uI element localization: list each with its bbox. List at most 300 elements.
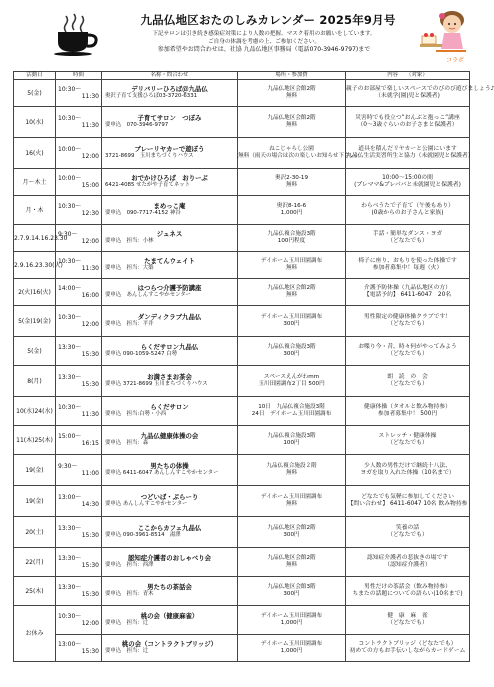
- place-text: 10日 九品仏複合施設3階: [258, 404, 325, 410]
- cell-place: [238, 635, 346, 662]
- cell-place: [238, 337, 346, 366]
- header: [0, 0, 482, 70]
- fee-text: 300円: [283, 351, 300, 357]
- cell-time: [56, 306, 102, 337]
- table-row: [14, 279, 470, 306]
- start-time: 13:30～: [58, 584, 82, 591]
- cell-day: [14, 486, 56, 517]
- event-contact: 要申込 担当：大築: [105, 265, 154, 271]
- end-time: 12:00: [81, 153, 99, 160]
- event-name: らくだサロン: [150, 403, 189, 411]
- cell-name: [102, 196, 238, 225]
- start-time: 13:00～: [58, 641, 82, 648]
- audience-text: （どなたでも）: [387, 440, 428, 446]
- header-name: 名称・問合わせ: [102, 72, 238, 80]
- place-text: デイホーム玉川田園調布: [260, 258, 323, 264]
- place-text: 九品仏地区会館2階: [267, 555, 316, 561]
- end-time: 15:30: [81, 648, 99, 655]
- end-time: 12:00: [81, 238, 99, 245]
- start-time: 10:00～: [58, 146, 82, 153]
- content-text: 笑養の話: [395, 525, 420, 531]
- header-target: 内容 （対象）: [346, 72, 470, 80]
- event-name: お満さまお茶会: [147, 373, 192, 381]
- event-name: ダンディクラブ九品仏: [137, 313, 202, 321]
- cell-time: [56, 80, 102, 107]
- audience-text: （認知症介護者）: [384, 562, 431, 568]
- content-text: 男性限定の健康体操クラブです！: [363, 314, 452, 320]
- cell-day: [14, 606, 56, 662]
- event-name: はつらつ介護予防講座: [137, 284, 202, 292]
- start-time: 9:30～: [58, 463, 78, 470]
- end-time: 16:00: [81, 292, 99, 299]
- table-row: [14, 80, 470, 107]
- day-text: 16(火): [25, 149, 44, 157]
- cell-name: [102, 366, 238, 397]
- end-time: 11:30: [81, 93, 99, 100]
- event-contact: 要申込 担当：小林: [105, 238, 154, 244]
- audience-text: (プレママ&プレパパと未就園児と保護者): [354, 182, 461, 188]
- content-text: 椅子に座り、おもりを使った体操です: [358, 258, 457, 264]
- audience-text: ヨガを取り入れた体操（10名まで）: [360, 470, 455, 476]
- event-contact: 要申込 担当：辻: [105, 620, 149, 626]
- fee-text: 24日 デイホーム玉川田園調布: [251, 411, 332, 417]
- audience-text: （どなたでも）: [387, 381, 428, 387]
- table-row: [14, 252, 470, 279]
- cell-name: [102, 107, 238, 138]
- cell-time: [56, 517, 102, 548]
- end-time: 11:30: [81, 265, 99, 272]
- event-name: まめっこ庵: [153, 202, 186, 210]
- day-text: 22(月): [25, 558, 44, 566]
- cell-name: [102, 548, 238, 577]
- header-place: 場所・参加費: [238, 72, 346, 80]
- place-text: 九品仏複合施設3階: [267, 433, 316, 439]
- table-row: [14, 635, 470, 662]
- start-time: 9:30～: [58, 231, 78, 238]
- fee-text: 無料: [285, 122, 298, 128]
- event-name: 桃の会（コントラクトブリッジ）: [121, 640, 218, 648]
- cell-time: [56, 635, 102, 662]
- content-text: 介護予防体操（九品仏地区の方）: [364, 285, 451, 291]
- cell-day: [14, 426, 56, 455]
- end-time: 15:30: [81, 532, 99, 539]
- audience-text: （どなたでも）: [387, 620, 428, 626]
- table-row: [14, 426, 470, 455]
- cell-target: [346, 169, 470, 196]
- cell-name: [102, 138, 238, 169]
- table-row: [14, 455, 470, 486]
- place-text: 奥沢2-30-19: [274, 175, 309, 181]
- cell-time: [56, 606, 102, 635]
- event-name: デリバリーひろば＠九品仏: [131, 85, 208, 93]
- page-title: 九品仏地区おたのしみカレンダー 2025年9月号: [140, 13, 396, 27]
- cell-target: [346, 366, 470, 397]
- fee-text: 無料: [285, 562, 298, 568]
- cell-day: [14, 517, 56, 548]
- table-row: [14, 169, 470, 196]
- table-row: [14, 366, 470, 397]
- cell-name: [102, 169, 238, 196]
- cell-place: [238, 225, 346, 252]
- cell-place: [238, 517, 346, 548]
- event-name: らくだサロン九品仏: [140, 343, 199, 351]
- day-text: 10(水): [25, 118, 44, 126]
- day-text: 19(金): [25, 466, 44, 474]
- event-contact: 要申込 3721-8699 玉川まちづくりハウス: [105, 381, 208, 387]
- audience-text: （どなたでも）: [387, 351, 428, 357]
- event-name: ブレーリヤカーで遊ぼう: [134, 145, 205, 153]
- cell-place: [238, 107, 346, 138]
- audience-text: 初めての方もお手伝いしながらカードゲーム: [349, 648, 466, 654]
- start-time: 10:30～: [58, 613, 82, 620]
- event-calendar-table: [13, 71, 494, 662]
- end-time: 11:30: [81, 122, 99, 129]
- start-time: 10:00～: [58, 175, 82, 182]
- cell-target: [346, 577, 470, 606]
- end-time: 14:30: [81, 501, 99, 508]
- cell-target: [346, 252, 470, 279]
- header-day: 活動日: [14, 72, 56, 80]
- fee-text: 300円: [283, 321, 300, 327]
- cell-day: [14, 455, 56, 486]
- cell-name: [102, 337, 238, 366]
- cell-time: [56, 252, 102, 279]
- audience-text: 【電話予約】 6411-6047 20名: [363, 292, 452, 298]
- cell-time: [56, 577, 102, 606]
- start-time: 10:30～: [58, 115, 82, 122]
- event-contact: 要申込 担当：青木: [105, 591, 154, 597]
- cell-target: [346, 548, 470, 577]
- start-time: 10:30～: [58, 203, 82, 210]
- cell-day: [14, 366, 56, 397]
- event-contact: 要申込 あんしんすこやかセンター: [105, 292, 192, 298]
- fee-text: 1,000円: [280, 210, 303, 216]
- end-time: 12:00: [81, 620, 99, 627]
- place-text: デイホーム玉川田園調布: [260, 613, 323, 619]
- coffee-cup-icon: [52, 12, 98, 56]
- day-text: 月・木: [25, 206, 44, 214]
- start-time: 10:30～: [58, 314, 82, 321]
- cell-place: [238, 606, 346, 635]
- place-text: 九品仏地区会館2階: [267, 86, 316, 92]
- content-text: 朗 読 の 会: [387, 374, 428, 380]
- cell-day: [14, 548, 56, 577]
- cell-time: [56, 455, 102, 486]
- start-time: 13:30～: [58, 344, 82, 351]
- cell-name: [102, 455, 238, 486]
- end-time: 15:30: [81, 562, 99, 569]
- notice-line-1: 下記サロンは引き続き感染症対策により人数の把握、マスク着用のお願いをしています。: [152, 31, 376, 37]
- cell-place: [238, 169, 346, 196]
- cell-name: [102, 225, 238, 252]
- start-time: 14:00～: [58, 285, 82, 292]
- cell-day: [14, 107, 56, 138]
- cell-target: [346, 635, 470, 662]
- end-time: 11:00: [81, 470, 99, 477]
- cell-target: [346, 606, 470, 635]
- day-text: 5(金)19(金): [18, 317, 51, 325]
- cell-day: [14, 279, 56, 306]
- cell-time: [56, 279, 102, 306]
- event-contact: 要申込 担当：辻: [105, 648, 149, 654]
- cell-time: [56, 196, 102, 225]
- notice: [106, 30, 422, 55]
- day-text: 20(土): [25, 528, 44, 536]
- place-text: 九品仏複合施設２階: [266, 463, 317, 469]
- cell-target: [346, 196, 470, 225]
- event-contact: 6421-4085 せたがや子育てネット: [105, 182, 191, 188]
- audience-text: （0～3歳ぐらいのお子さまと保護者）: [357, 122, 458, 128]
- event-contact: 要申込 担当：平井: [105, 321, 154, 327]
- event-contact: 要申込 あんしんすこやかセンター: [105, 501, 188, 507]
- cell-target: [346, 486, 470, 517]
- content-text: お喋り今・昔、時々何がやってみよう: [358, 344, 457, 350]
- audience-text: (0歳からのお子さんと家族): [371, 210, 444, 216]
- cell-name: [102, 279, 238, 306]
- end-time: 15:30: [81, 381, 99, 388]
- place-text: 九品仏地区会館2階: [267, 115, 316, 121]
- table-row: [14, 196, 470, 225]
- cell-time: [56, 397, 102, 426]
- cell-day: [14, 196, 56, 225]
- table-row: [14, 517, 470, 548]
- day-text: 2.9.16.23.30(火): [14, 261, 63, 269]
- cell-target: [346, 225, 470, 252]
- end-time: 16:15: [81, 440, 99, 447]
- event-name: 桃の会（健康麻雀）: [140, 612, 199, 620]
- table-row: [14, 138, 470, 169]
- cell-target: [346, 517, 470, 548]
- cell-time: [56, 107, 102, 138]
- cell-place: [238, 548, 346, 577]
- place-text: 奥沢8-16-6: [276, 203, 307, 209]
- cell-place: [238, 426, 346, 455]
- cell-name: [102, 426, 238, 455]
- start-time: 10:30～: [58, 404, 82, 411]
- cell-target: [346, 426, 470, 455]
- audience-text: （どなたでも）: [387, 532, 428, 538]
- content-text: 少人数の男性だけで継続十八法、: [364, 463, 451, 469]
- fee-text: 1,000円: [280, 620, 303, 626]
- fee-text: 玉川田園調布2丁目 500円: [258, 381, 325, 387]
- place-text: 九品仏複合施設3階: [267, 231, 316, 237]
- place-text: 九品仏地区会館3階: [267, 584, 316, 590]
- day-text: 25(木): [25, 587, 44, 595]
- start-time: 13:30～: [58, 374, 82, 381]
- start-time: 13:00～: [58, 494, 82, 501]
- table-header-row: [14, 72, 470, 80]
- cell-place: [238, 397, 346, 426]
- table-row: [14, 486, 470, 517]
- event-name: つどいば・ぷらーり: [140, 493, 199, 501]
- cell-place: [238, 80, 346, 107]
- cell-day: [14, 577, 56, 606]
- day-text: 5(金): [27, 89, 42, 97]
- event-name: 子育てサロン つぼみ: [137, 114, 202, 122]
- content-text: コントラクトブリッジ（どなたでも）: [358, 641, 457, 647]
- content-text: 災害時でも役立つ”おんぶと抱っこ”講座: [355, 115, 460, 121]
- audience-text: 参加者募集中！毎週（火）: [372, 265, 443, 271]
- place-text: 九品仏地区会館2階: [267, 285, 316, 291]
- cell-day: [14, 80, 56, 107]
- audience-text: ちまたの話題についての語らい(10名まで): [352, 591, 463, 597]
- table-row: [14, 107, 470, 138]
- day-text: お休み: [25, 630, 44, 637]
- girl-with-cake-illustration: [418, 6, 474, 66]
- cell-target: [346, 337, 470, 366]
- fee-text: 300円: [283, 591, 300, 597]
- content-text: 男性だけの茶話会（飲み物持参）: [364, 584, 451, 590]
- cell-target: [346, 455, 470, 486]
- event-contact: 要申込 090-3961-8514 湯澤: [105, 532, 181, 538]
- event-contact: 要申込 6411-6047 あんしんすこやかセンター: [105, 470, 219, 476]
- cell-place: [238, 577, 346, 606]
- cell-time: [56, 169, 102, 196]
- cell-time: [56, 426, 102, 455]
- end-time: 11:30: [81, 411, 99, 418]
- cell-name: [102, 486, 238, 517]
- audience-text: 参加者募集中！ 500円: [377, 411, 438, 417]
- place-text: デイホーム玉川田園調布: [260, 641, 323, 647]
- cell-place: [238, 279, 346, 306]
- cell-time: [56, 225, 102, 252]
- event-contact: 要申込 担当:白勢・小西: [105, 411, 167, 417]
- cell-target: [346, 397, 470, 426]
- event-contact: 要申込 担当：西澤: [105, 562, 154, 568]
- event-contact: 要申込 090-7717-4152 神谷: [105, 210, 181, 216]
- content-text: 認知症介護者の悲抜きの場です: [366, 555, 449, 561]
- fee-text: 100円程度: [277, 238, 306, 244]
- event-name: ジュネス: [156, 230, 183, 238]
- day-text: 10(水)24(水): [16, 407, 53, 415]
- cell-time: [56, 366, 102, 397]
- fee-text: 無料（雨天の場合は次の楽しいお知らせ下さい）: [238, 153, 361, 159]
- table-row: [14, 606, 470, 635]
- fee-text: 無料: [285, 93, 298, 99]
- audience-text: （どなたでも）: [387, 238, 428, 244]
- content-text: 健 康 麻 雀: [387, 613, 428, 619]
- fee-text: 無料: [285, 265, 298, 271]
- cell-day: [14, 337, 56, 366]
- content-text: ストレッチ・健康体操: [378, 433, 437, 439]
- start-time: 13:30～: [58, 525, 82, 532]
- place-text: デイホーム玉川田園調布: [260, 494, 323, 500]
- cell-name: [102, 517, 238, 548]
- cell-place: [238, 455, 346, 486]
- place-text: デイホーム玉川田園調布: [260, 314, 323, 320]
- cell-time: [56, 486, 102, 517]
- cell-day: [14, 397, 56, 426]
- fee-text: 1,000円: [280, 648, 303, 654]
- cell-name: [102, 252, 238, 279]
- content-text: 親子のお部屋で楽しいスペースでのびのび遊びましょう♪: [346, 86, 494, 92]
- cell-place: [238, 306, 346, 337]
- event-contact: 要申込 090-1059-5247 白勢: [105, 351, 177, 357]
- cell-name: [102, 635, 238, 662]
- content-text: どなたでも気軽に参加してください: [361, 494, 454, 500]
- cell-target: [346, 107, 470, 138]
- end-time: 15:30: [81, 591, 99, 598]
- audience-text: （どなたでも）: [387, 321, 428, 327]
- start-time: 10:30～: [58, 86, 82, 93]
- cell-day: [14, 169, 56, 196]
- cell-day: [14, 306, 56, 337]
- table-row: [14, 225, 470, 252]
- content-text: 道具を積んだリヤカーと公園にいます: [358, 146, 457, 152]
- end-time: 12:00: [81, 321, 99, 328]
- audience-text: 九品仏生活実習所生と協力（未就園児と保護者）: [346, 153, 474, 159]
- event-contact: 奥沢子育て支援ひろば03-3720-6331: [105, 93, 198, 99]
- event-name: 認知症介護者のおしゃべり会: [127, 554, 212, 562]
- start-time: 10:30～: [58, 258, 82, 265]
- day-text: 月～木土: [22, 178, 47, 186]
- cell-place: [238, 366, 346, 397]
- fee-text: 無料: [285, 470, 298, 476]
- event-contact: 3721-8699 玉川まちづくりハウス: [105, 153, 194, 159]
- header-time: 時間: [56, 72, 102, 80]
- table-row: [14, 548, 470, 577]
- table-row: [14, 577, 470, 606]
- content-text: 健康体操（タオルと飲み物持参）: [364, 404, 451, 410]
- cell-day: [14, 252, 63, 279]
- svg-text:コラボ: コラボ: [446, 57, 465, 64]
- event-name: 男たちの体操: [150, 462, 189, 470]
- end-time: 15:30: [81, 351, 99, 358]
- day-text: 19(金): [25, 497, 44, 505]
- fee-text: 無料: [285, 292, 298, 298]
- cell-name: [102, 397, 238, 426]
- cell-place: [238, 196, 346, 225]
- event-name: おでかけひろば おりーぶ: [131, 174, 208, 182]
- content-text: 10:00～15:00の間: [382, 175, 433, 181]
- day-text: 2.7.9.14.16.23.30: [14, 234, 68, 242]
- cell-time: [56, 548, 102, 577]
- place-text: 九品仏地区会館2階: [267, 525, 316, 531]
- place-text: 九品仏複合施設3階: [267, 344, 316, 350]
- table-row: [14, 397, 470, 426]
- cell-name: [102, 80, 238, 107]
- content-text: わらべうたで子育て（午後もあり）: [361, 203, 454, 209]
- notice-line-2: ご自身の体調を考慮の上、ご参加ください。: [208, 39, 320, 46]
- event-name: 男たちの茶話会: [147, 583, 192, 591]
- day-text: 11(木)25(木): [16, 436, 53, 444]
- start-time: 15:00～: [58, 433, 82, 440]
- cell-name: [102, 606, 238, 635]
- cell-place: [238, 252, 346, 279]
- cell-target: [346, 279, 470, 306]
- day-text: 5(金): [27, 347, 42, 355]
- place-text: スペースえんがわmm: [263, 374, 320, 380]
- audience-text: （未就学(園)児と保護者): [375, 93, 440, 99]
- cell-target: [346, 80, 494, 107]
- event-name: 九品仏健康体操の会: [140, 432, 199, 440]
- day-text: 8(月): [27, 377, 42, 385]
- cell-target: [346, 138, 474, 169]
- event-name: ここからカフェ九品仏: [137, 524, 202, 532]
- table-row: [14, 306, 470, 337]
- audience-text: 【問い合わせ】 6411-6047 10名 飲み物持参: [347, 501, 468, 507]
- cell-day: [14, 138, 56, 169]
- event-contact: 要申込 担当：森: [105, 440, 149, 446]
- fee-text: 無料: [285, 501, 298, 507]
- start-time: 13:30～: [58, 555, 82, 562]
- table-row: [14, 337, 470, 366]
- end-time: 15:00: [81, 182, 99, 189]
- end-time: 12:30: [81, 210, 99, 217]
- cell-place: [238, 486, 346, 517]
- cell-place: [238, 138, 361, 169]
- day-text: 2(火)16(火): [18, 288, 51, 296]
